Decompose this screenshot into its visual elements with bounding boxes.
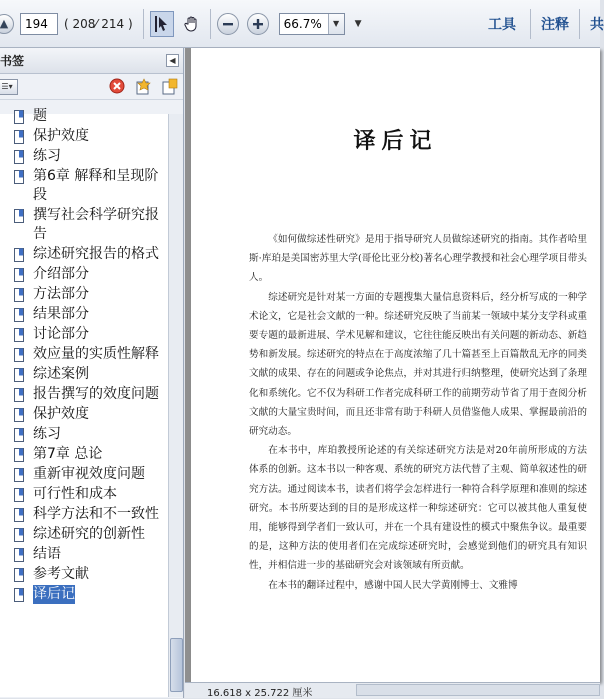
bookmark-label: 译后记 (33, 586, 75, 602)
bookmark-item[interactable] (0, 484, 168, 504)
bookmark-label: 结果部分 (33, 306, 89, 322)
bookmark-icon (14, 428, 26, 442)
bookmark-label: 练习 (33, 148, 61, 164)
page-title: 译后记 (353, 128, 438, 154)
bookmark-icon (14, 209, 26, 223)
bookmark-label: 保护效度 (33, 406, 89, 422)
bookmark-icon (14, 110, 26, 124)
bookmark-item[interactable] (0, 384, 168, 404)
bookmark-item[interactable] (0, 584, 168, 604)
bookmark-item[interactable] (0, 284, 168, 304)
previous-page-button[interactable]: ▲ (0, 14, 14, 34)
bookmark-item[interactable] (0, 146, 168, 166)
bookmark-icon (14, 528, 26, 542)
bookmark-item[interactable] (0, 126, 168, 146)
scrollbar-thumb[interactable] (170, 638, 183, 692)
expand-bookmark-button[interactable] (161, 78, 179, 96)
bookmark-icon (14, 150, 26, 164)
bookmark-icon (14, 388, 26, 402)
bookmark-item[interactable] (0, 166, 168, 205)
chevron-down-icon[interactable]: ▼ (328, 14, 344, 34)
bookmark-item[interactable] (0, 444, 168, 464)
bookmark-label: 保护效度 (33, 128, 89, 144)
panel-header (0, 48, 183, 74)
zoom-in-button[interactable] (247, 13, 269, 35)
bookmark-icon (14, 248, 26, 262)
plus-icon (252, 18, 264, 30)
bookmark-icon (14, 308, 26, 322)
horizontal-scrollbar[interactable] (356, 684, 600, 696)
toolbar-divider (530, 9, 531, 39)
bookmark-icon (14, 348, 26, 362)
collapse-panel-button[interactable]: ◀ (166, 54, 179, 67)
minus-icon (222, 18, 234, 30)
bookmark-icon (14, 268, 26, 282)
page-size-label: 16.618 x 25.722 厘米 (207, 688, 313, 699)
bookmark-item[interactable] (0, 324, 168, 344)
bookmark-icon (14, 328, 26, 342)
delete-icon (109, 78, 125, 94)
page-counter: ( 208⁄ 214 ) (64, 16, 133, 31)
bookmark-icon (14, 468, 26, 482)
bookmark-label: 第7章 总论 (33, 446, 103, 462)
hand-tool-button[interactable] (180, 11, 204, 37)
bookmark-item[interactable] (0, 344, 168, 364)
comment-button[interactable]: 注释 (541, 16, 569, 33)
bookmark-label: 讨论部分 (33, 326, 89, 342)
paragraph: 《如何做综述性研究》是用于指导研究人员做综述研究的指南。其作者哈里斯·库珀是美国密苏里大学(哥伦比亚分校)著名心理学教授和社会心理学项目带头人。 (249, 234, 587, 284)
main-toolbar (0, 0, 604, 48)
bookmark-item[interactable] (0, 244, 168, 264)
zoom-input[interactable] (280, 15, 328, 33)
zoom-combobox[interactable] (279, 13, 345, 35)
options-menu-button[interactable]: ☰▾ (0, 79, 18, 95)
bookmark-list (0, 108, 168, 697)
bookmark-icon (14, 288, 26, 302)
bookmark-label: 参考文献 (33, 566, 89, 582)
bookmark-icon (14, 488, 26, 502)
bookmark-label: 第6章 解释和呈现阶段 (33, 168, 159, 203)
bookmark-tag-icon (161, 78, 179, 96)
paragraph: 在本书的翻译过程中，感谢中国人民大学黄刚博士、文雅博 (268, 579, 518, 591)
bookmark-label: 效应量的实质性解释 (33, 346, 159, 362)
select-tool-button[interactable] (150, 11, 174, 37)
cursor-icon (154, 15, 170, 33)
bookmark-icon (14, 170, 26, 184)
toolbar-divider (579, 9, 580, 39)
document-viewport[interactable] (185, 48, 600, 698)
bookmark-icon (14, 508, 26, 522)
bookmark-item[interactable] (0, 364, 168, 384)
bookmark-label: 报告撰写的效度问题 (33, 386, 159, 402)
tools-button[interactable]: 工具 (488, 16, 516, 33)
bookmark-label: 结语 (33, 546, 61, 562)
bookmark-label: 练习 (33, 426, 61, 442)
bookmark-label: 方法部分 (33, 286, 89, 302)
paragraph: 综述研究是针对某一方面的专题搜集大量信息资料后，经分析写成的一种学术论文，它是社会文献的一种。综述研究反映了当前某一领域中某分支学科或重要专题的最新进展、学术见解和建议，它往往能反映出有关问题的新动态、新趋势和新发展。综述研究的特点在于高度浓缩了几十篇甚至上百篇散乱无序的同类文献的成果、存在的问题或争论焦点，并对其进行归纳整理，使研究达到了条理化和系统化。它不仅为科研工作者完成科研工作的前期劳动节省了用于查阅分析文献的大量宝贵时间，而且还非常有助于科研人员借鉴他人成果、掌握最前沿的研究动态。 (249, 291, 587, 438)
page-number-input[interactable] (20, 13, 58, 35)
bookmark-item[interactable] (0, 304, 168, 324)
bookmark-item[interactable] (0, 544, 168, 564)
bookmark-icon (14, 408, 26, 422)
bookmark-label: 题 (33, 108, 47, 124)
bookmark-item[interactable] (0, 264, 168, 284)
bookmark-item[interactable] (0, 424, 168, 444)
toolbar-divider (210, 9, 211, 39)
bookmark-icon (14, 448, 26, 462)
bookmark-label: 介绍部分 (33, 266, 89, 282)
bookmark-label: 综述研究的创新性 (33, 526, 145, 542)
bookmark-label: 科学方法和不一致性 (33, 506, 159, 522)
bookmark-label: 重新审视效度问题 (33, 466, 145, 482)
bookmark-label: 可行性和成本 (33, 486, 117, 502)
zoom-out-button[interactable] (217, 13, 239, 35)
bookmark-item[interactable] (0, 464, 168, 484)
bookmark-icon (14, 568, 26, 582)
bookmark-icon (14, 368, 26, 382)
bookmark-scrollbar[interactable] (168, 114, 183, 697)
delete-bookmark-button[interactable] (109, 78, 127, 96)
new-bookmark-button[interactable] (135, 78, 153, 96)
panel-title: 书签 (0, 54, 25, 68)
panel-toolbar (0, 74, 183, 100)
toolbar-menu-arrow-icon[interactable]: ▼ (354, 18, 362, 29)
bookmarks-panel (0, 48, 184, 698)
bookmark-item[interactable] (0, 106, 168, 126)
bookmark-label: 综述案例 (33, 366, 89, 382)
bookmark-icon (14, 588, 26, 602)
page-body (249, 230, 587, 595)
document-page (191, 48, 600, 682)
toolbar-divider (143, 9, 144, 39)
paragraph: 在本书中，库珀教授所论述的有关综述研究方法是对20年前所形成的方法体系的创新。这本书以一种客观、系统的研究方法代替了主观、简单叙述性的研究方法。通过阅读本书，读者们将学会怎样进行一种符合科学原理和准则的综述研究。本书所要达到的目的是形成这样一种综述研究：它可以被其他人重复使用，能够得到学者们一致认可，并在一个具有建设性的模式中聚焦争议。最重要的是，这种方法的使用者们在完成综述研究时，会感觉到他们的研究具有知识性，并相信进一步的基础研究会对该领域有所贡献。 (249, 445, 587, 572)
bookmark-item[interactable] (0, 524, 168, 544)
bookmark-item[interactable] (0, 205, 168, 244)
bookmark-label: 撰写社会科学研究报告 (33, 207, 159, 242)
bookmark-icon (14, 548, 26, 562)
bookmark-item[interactable] (0, 504, 168, 524)
bookmark-item[interactable] (0, 404, 168, 424)
hand-icon (183, 15, 201, 33)
bookmark-item[interactable] (0, 564, 168, 584)
bookmark-icon (14, 130, 26, 144)
new-bookmark-icon (135, 78, 153, 96)
share-button[interactable]: 共 (590, 16, 604, 33)
bookmark-label: 综述研究报告的格式 (33, 246, 159, 262)
